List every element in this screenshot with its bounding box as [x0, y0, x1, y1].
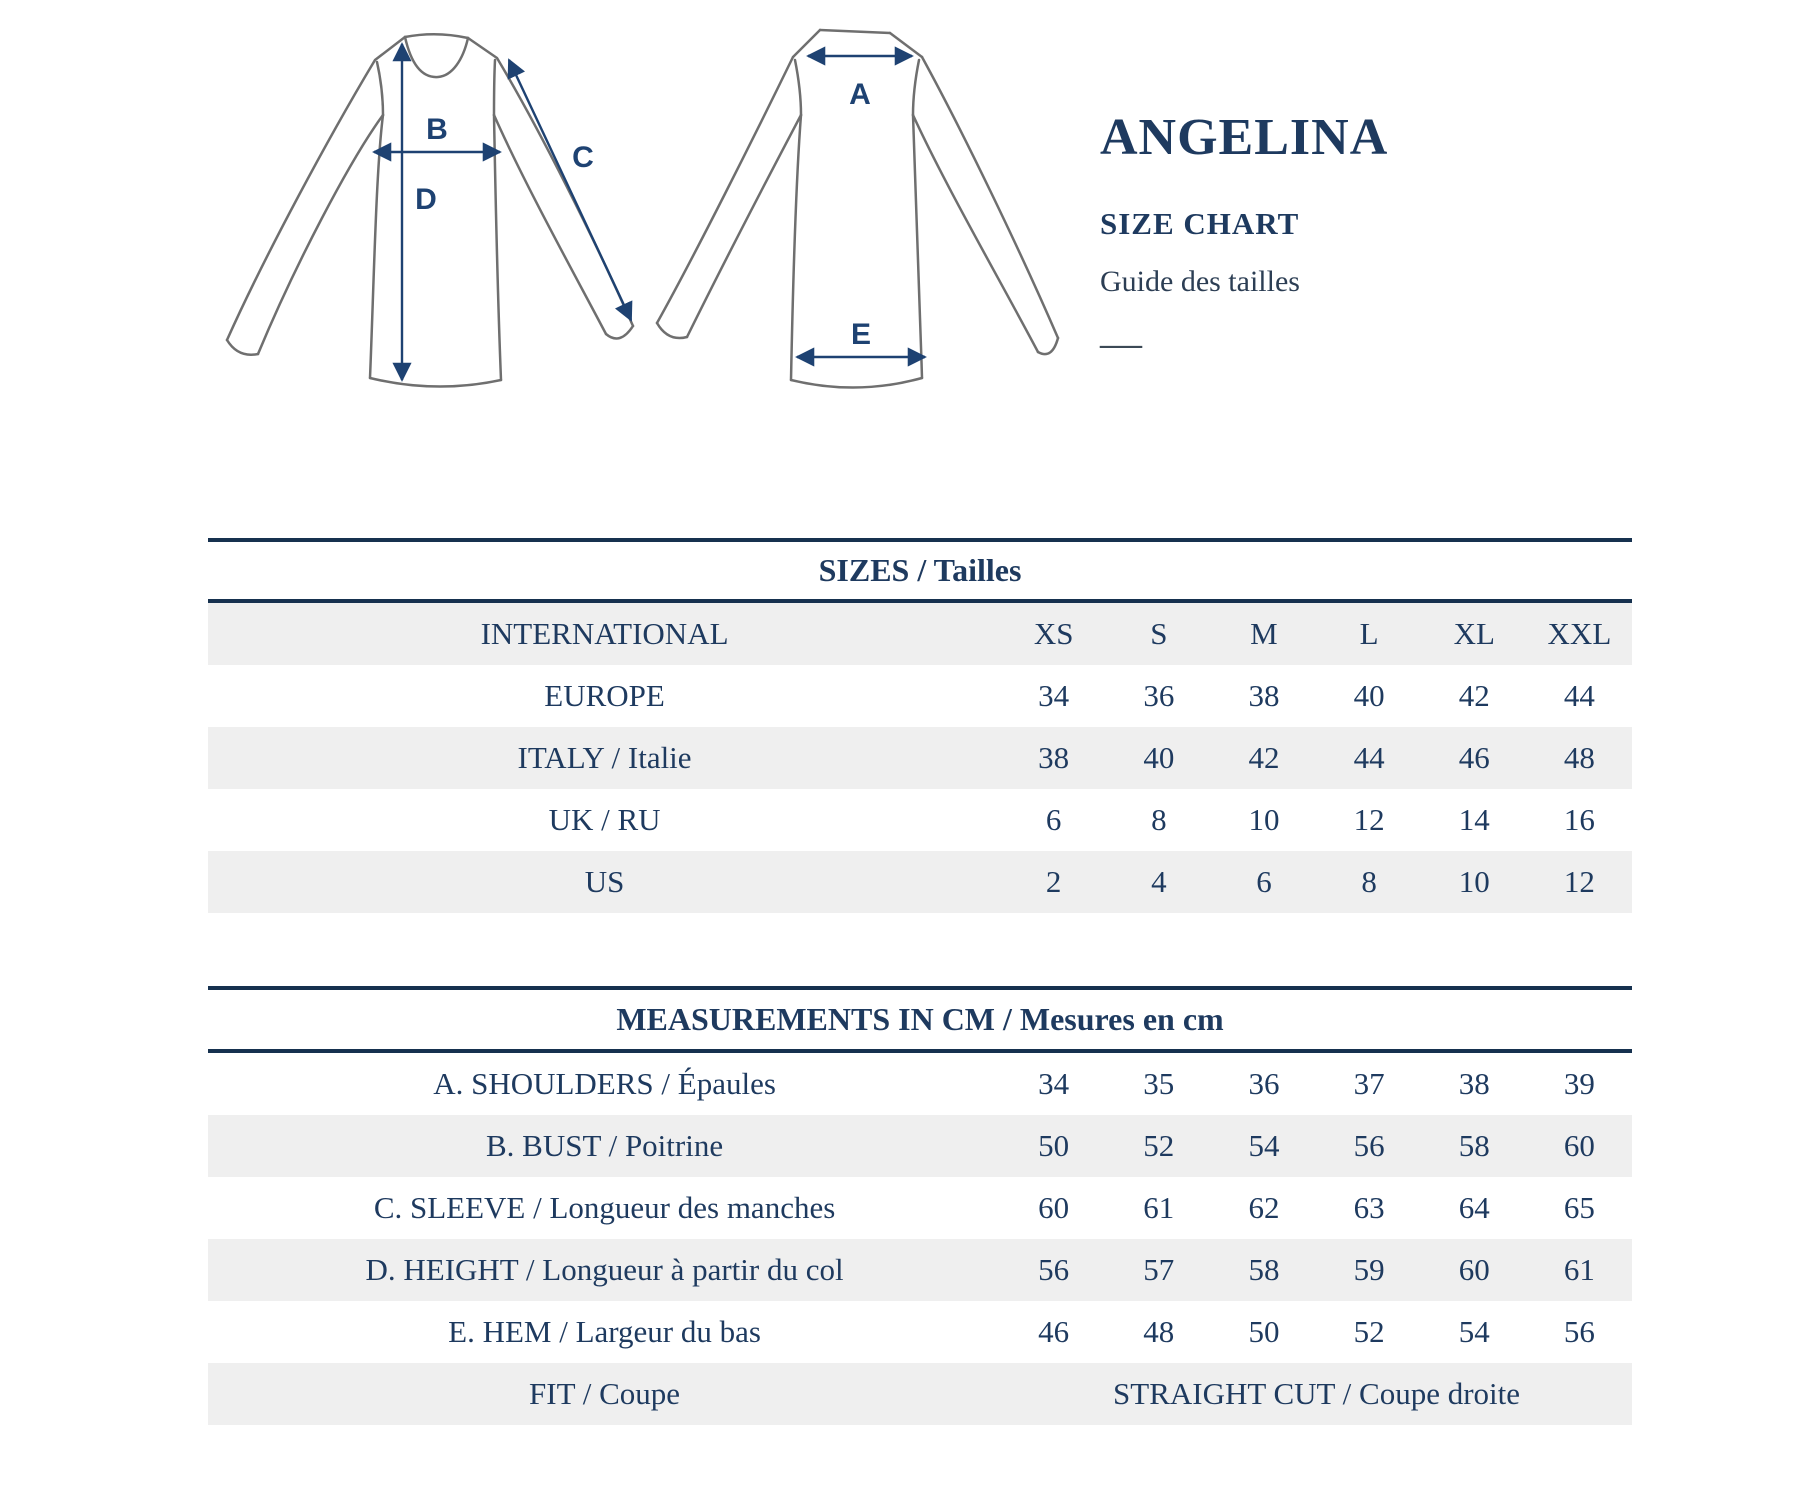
measure-cell: 39: [1563, 1066, 1595, 1101]
table-row: [208, 601, 1632, 665]
size-cell: S: [1106, 601, 1211, 665]
measure-cell: 50: [1001, 1115, 1106, 1177]
measure-cell: 54: [1211, 1115, 1316, 1177]
size-cell: 8: [1317, 851, 1422, 913]
measure-cell: 60: [1527, 1115, 1632, 1177]
sizes-table-title: SIZES / Tailles: [208, 540, 1632, 601]
size-cell: 38: [1248, 678, 1280, 713]
size-cell: 34: [1038, 678, 1070, 713]
measurements-table: [208, 986, 1632, 1425]
measure-cell: 58: [1211, 1239, 1316, 1301]
measurement-letters: [415, 78, 871, 351]
row-label: D. HEIGHT / Longueur à partir du col: [208, 1239, 1001, 1301]
measure-cell: 56: [1563, 1314, 1595, 1349]
row-label: EUROPE: [544, 678, 665, 713]
label-a: A: [849, 78, 871, 111]
size-cell: 16: [1563, 802, 1595, 837]
label-b: B: [426, 113, 448, 146]
measurements-table-title: MEASUREMENTS IN CM / Mesures en cm: [208, 988, 1632, 1051]
title-block: [1100, 109, 1660, 367]
measure-cell: 59: [1317, 1239, 1422, 1301]
measure-cell: 48: [1143, 1314, 1175, 1349]
size-cell: 44: [1563, 678, 1595, 713]
size-cell: 2: [1001, 851, 1106, 913]
row-label: FIT / Coupe: [208, 1363, 1001, 1425]
size-chart-heading: SIZE CHART: [1100, 206, 1300, 241]
measure-cell: 57: [1106, 1239, 1211, 1301]
size-cell: 14: [1458, 802, 1490, 837]
measure-cell: 35: [1143, 1066, 1175, 1101]
size-cell: 42: [1211, 727, 1316, 789]
size-cell: 36: [1143, 678, 1175, 713]
measure-cell: 34: [1038, 1066, 1070, 1101]
size-cell: 44: [1317, 727, 1422, 789]
size-cell: M: [1211, 601, 1316, 665]
label-e: E: [850, 318, 872, 351]
measure-cell: 60: [1038, 1190, 1070, 1225]
measure-cell: 63: [1353, 1190, 1385, 1225]
measure-cell: 36: [1248, 1066, 1280, 1101]
size-chart-heading-fr: Guide des tailles: [1100, 265, 1300, 298]
row-label: A. SHOULDERS / Épaules: [433, 1066, 776, 1101]
measure-cell: 52: [1106, 1115, 1211, 1177]
measure-cell: 54: [1458, 1314, 1490, 1349]
size-cell: XS: [1001, 601, 1106, 665]
measure-cell: 64: [1458, 1190, 1490, 1225]
sizes-table: [208, 538, 1632, 913]
label-d: D: [415, 183, 437, 216]
size-cell: 40: [1106, 727, 1211, 789]
row-label: ITALY / Italie: [208, 727, 1001, 789]
product-name: ANGELINA: [1100, 109, 1389, 166]
size-cell: 42: [1458, 678, 1490, 713]
label-c: C: [572, 141, 594, 174]
size-cell: 6: [1045, 802, 1062, 837]
sizes-table-title-row: [208, 540, 1632, 601]
size-cell: 8: [1151, 802, 1167, 837]
garment-measurement-diagram: [200, 20, 1060, 400]
measure-cell: 38: [1458, 1066, 1490, 1101]
measure-cell: 58: [1422, 1115, 1527, 1177]
size-cell: 12: [1527, 851, 1632, 913]
measure-cell: 50: [1248, 1314, 1280, 1349]
table-row: [208, 789, 1632, 851]
measure-cell: 52: [1353, 1314, 1385, 1349]
measure-cell: 61: [1527, 1239, 1632, 1301]
table-row: [208, 727, 1632, 789]
measure-cell: 56: [1001, 1239, 1106, 1301]
table-row: [208, 851, 1632, 913]
size-cell: XL: [1422, 601, 1527, 665]
measure-cell: 61: [1143, 1190, 1175, 1225]
size-cell: 46: [1422, 727, 1527, 789]
measure-cell: 62: [1248, 1190, 1280, 1225]
table-row: [208, 1115, 1632, 1177]
size-cell: 10: [1422, 851, 1527, 913]
size-cell: L: [1317, 601, 1422, 665]
size-cell: 48: [1527, 727, 1632, 789]
row-label: B. BUST / Poitrine: [208, 1115, 1001, 1177]
measurements-table-title-row: [208, 988, 1632, 1051]
table-row: [208, 1177, 1632, 1239]
measure-cell: 60: [1422, 1239, 1527, 1301]
size-cell: 4: [1106, 851, 1211, 913]
fit-row: [208, 1363, 1632, 1425]
table-row: [208, 1239, 1632, 1301]
row-label: UK / RU: [548, 802, 661, 837]
measure-cell: 65: [1563, 1190, 1595, 1225]
size-cell: 10: [1248, 802, 1280, 837]
measurement-arrows: [374, 44, 925, 380]
row-label: C. SLEEVE / Longueur des manches: [373, 1190, 836, 1225]
table-row: [208, 1301, 1632, 1363]
fit-value: STRAIGHT CUT / Coupe droite: [1001, 1363, 1632, 1425]
arrow-c-sleeve: [509, 60, 631, 320]
row-label: E. HEM / Largeur du bas: [448, 1314, 761, 1349]
row-label: US: [208, 851, 1001, 913]
measure-cell: 46: [1038, 1314, 1070, 1349]
size-cell: 6: [1211, 851, 1316, 913]
size-cell: 12: [1353, 802, 1385, 837]
size-cell: XXL: [1527, 601, 1632, 665]
size-cell: 40: [1353, 678, 1385, 713]
measure-cell: 37: [1353, 1066, 1385, 1101]
table-row: [208, 1051, 1632, 1115]
divider-dash: —: [1100, 321, 1142, 367]
measure-cell: 56: [1317, 1115, 1422, 1177]
size-cell: 38: [1001, 727, 1106, 789]
table-row: [208, 665, 1632, 727]
row-label: INTERNATIONAL: [208, 601, 1001, 665]
